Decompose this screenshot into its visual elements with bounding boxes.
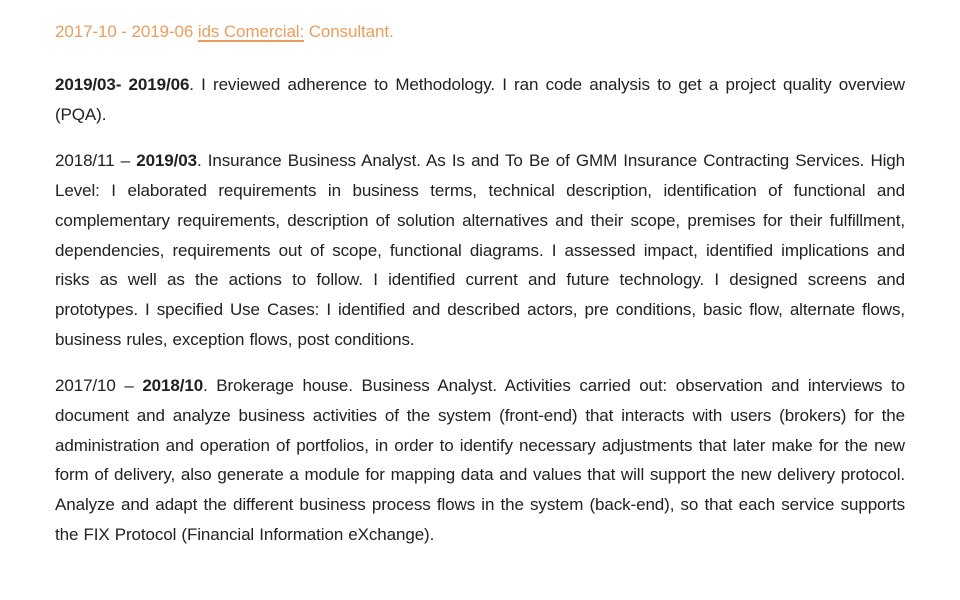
paragraph-2-text: . Insurance Business Analyst. As Is and To Be of GMM Insurance Contracting Services. High Level: I elaborated requirements in business terms, technical description, identification of functional and complementary requirements, description of solution alternatives and their scope, premises for their fulfillment, dependencies, requirements out of scope, functional diagrams. I assessed impact, identified implications and risks as well as the actions to follow. I identified current and future technology. I designed screens and prototypes. I specified Use Cases: I identified and described actors, pre conditions, basic flow, alternate flows, business rules, exception flows, post conditions. (55, 151, 906, 349)
experience-paragraph-3 (55, 371, 905, 549)
paragraph-2-date-bold: 2019/03 (136, 151, 197, 171)
paragraph-3-date-bold: 2018/10 (142, 376, 204, 396)
paragraph-3-text: . Brokerage house. Business Analyst. Activities carried out: observation and interviews to document and analyze business activities of the system (front-end) that interacts with users (brokers) for the administration and operation of portfolios, in order to identify necessary adjustments that later make for the new form of delivery, also generate a module for mapping data and values that will support the new delivery protocol. Analyze and adapt the different business process flows in the system (back-end), so that each service supports the FIX Protocol (Financial Information eXchange). (55, 376, 905, 544)
heading-role: Consultant. (304, 22, 394, 41)
experience-paragraph-1 (55, 70, 905, 129)
section-heading (55, 20, 905, 44)
paragraph-1-date-bold: 2019/03- 2019/06 (55, 75, 190, 94)
heading-dates: 2017-10 - 2019-06 (55, 22, 198, 41)
paragraph-2-prefix: 2018/11 – (55, 151, 137, 171)
experience-paragraph-2 (55, 146, 905, 354)
paragraph-1-text: . I reviewed adherence to Methodology. I ran code analysis to get a project quality overview (PQA). (55, 75, 905, 124)
paragraph-3-prefix: 2017/10 – (55, 376, 143, 396)
heading-company-underlined: ids Comercial: (197, 22, 305, 41)
